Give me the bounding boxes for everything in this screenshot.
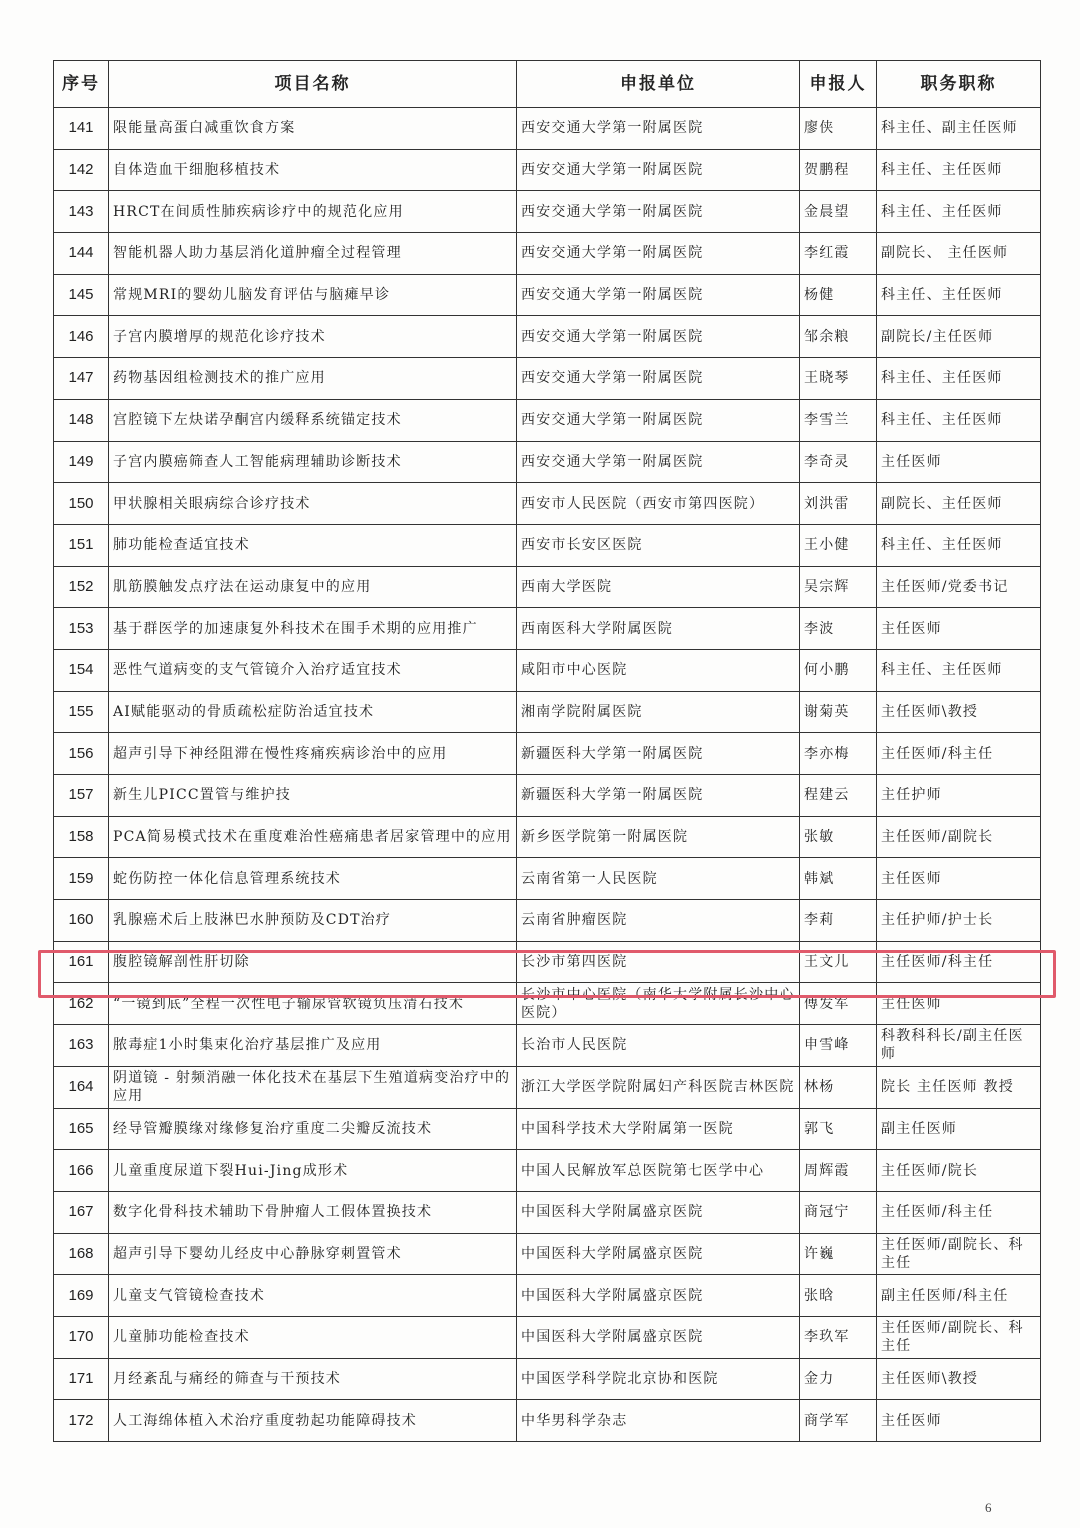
cell-project-name: 子宫内膜增厚的规范化诊疗技术 xyxy=(109,316,517,358)
header-project-name: 项目名称 xyxy=(109,61,517,108)
cell-applicant: 杨健 xyxy=(800,274,877,316)
cell-project-name: AI赋能驱动的骨质疏松症防治适宜技术 xyxy=(109,691,517,733)
cell-applicant: 金力 xyxy=(800,1358,877,1400)
table-row xyxy=(54,1400,1041,1442)
table-row xyxy=(54,1150,1041,1192)
cell-serial-number: 145 xyxy=(54,274,109,316)
cell-applicant-unit: 西安交通大学第一附属医院 xyxy=(517,399,800,441)
cell-serial-number: 166 xyxy=(54,1150,109,1192)
table-row xyxy=(54,1316,1041,1358)
cell-position-title: 主任医师/副院长、科主任 xyxy=(877,1233,1041,1275)
cell-applicant: 申雪峰 xyxy=(800,1025,877,1067)
cell-applicant-unit: 中国医科大学附属盛京医院 xyxy=(517,1233,800,1275)
table-row xyxy=(54,316,1041,358)
cell-position-title: 主任医师/科主任 xyxy=(877,941,1041,983)
cell-applicant-unit: 浙江大学医学院附属妇产科医院吉林医院 xyxy=(517,1066,800,1108)
cell-applicant: 张晗 xyxy=(800,1275,877,1317)
table-row xyxy=(54,399,1041,441)
cell-applicant-unit: 西安交通大学第一附属医院 xyxy=(517,316,800,358)
cell-applicant: 李雪兰 xyxy=(800,399,877,441)
cell-serial-number: 171 xyxy=(54,1358,109,1400)
cell-serial-number: 152 xyxy=(54,566,109,608)
cell-applicant-unit: 中华男科学杂志 xyxy=(517,1400,800,1442)
cell-project-name: 常规MRI的婴幼儿脑发育评估与脑瘫早诊 xyxy=(109,274,517,316)
cell-applicant-unit: 中国人民解放军总医院第七医学中心 xyxy=(517,1150,800,1192)
cell-serial-number: 168 xyxy=(54,1233,109,1275)
table-row xyxy=(54,941,1041,983)
cell-serial-number: 163 xyxy=(54,1025,109,1067)
cell-position-title: 副院长、 主任医师 xyxy=(877,233,1041,275)
header-applicant: 申报人 xyxy=(800,61,877,108)
cell-project-name: 儿童肺功能检查技术 xyxy=(109,1316,517,1358)
table-row xyxy=(54,1025,1041,1067)
cell-position-title: 主任医师\教授 xyxy=(877,691,1041,733)
table-row xyxy=(54,1066,1041,1108)
cell-applicant: 谢菊英 xyxy=(800,691,877,733)
cell-serial-number: 164 xyxy=(54,1066,109,1108)
cell-serial-number: 158 xyxy=(54,816,109,858)
cell-applicant-unit: 西南医科大学附属医院 xyxy=(517,608,800,650)
cell-applicant-unit: 中国医科大学附属盛京医院 xyxy=(517,1316,800,1358)
cell-applicant-unit: 西安交通大学第一附属医院 xyxy=(517,149,800,191)
cell-project-name: 脓毒症1小时集束化治疗基层推广及应用 xyxy=(109,1025,517,1067)
cell-position-title: 科主任、主任医师 xyxy=(877,149,1041,191)
table-row xyxy=(54,983,1041,1025)
table-row xyxy=(54,858,1041,900)
cell-position-title: 副院长/主任医师 xyxy=(877,316,1041,358)
cell-applicant: 李波 xyxy=(800,608,877,650)
cell-applicant-unit: 中国医科大学附属盛京医院 xyxy=(517,1191,800,1233)
cell-applicant: 商冠宁 xyxy=(800,1191,877,1233)
cell-serial-number: 151 xyxy=(54,524,109,566)
cell-applicant: 张敏 xyxy=(800,816,877,858)
cell-serial-number: 170 xyxy=(54,1316,109,1358)
cell-applicant-unit: 长沙市中心医院（南华大学附属长沙中心医院） xyxy=(517,983,800,1025)
cell-serial-number: 144 xyxy=(54,233,109,275)
cell-project-name: 数字化骨科技术辅助下骨肿瘤人工假体置换技术 xyxy=(109,1191,517,1233)
table-row xyxy=(54,649,1041,691)
table-header-row xyxy=(54,61,1041,108)
cell-applicant-unit: 长沙市第四医院 xyxy=(517,941,800,983)
cell-applicant-unit: 中国医学科学院北京协和医院 xyxy=(517,1358,800,1400)
cell-applicant: 商学军 xyxy=(800,1400,877,1442)
table-row xyxy=(54,1191,1041,1233)
table-row xyxy=(54,274,1041,316)
cell-project-name: 乳腺癌术后上肢淋巴水肿预防及CDT治疗 xyxy=(109,900,517,942)
cell-applicant: 王晓琴 xyxy=(800,358,877,400)
header-applicant-unit: 申报单位 xyxy=(517,61,800,108)
cell-project-name: 新生儿PICC置管与维护技 xyxy=(109,775,517,817)
page-number: 6 xyxy=(985,1500,992,1515)
cell-serial-number: 141 xyxy=(54,108,109,150)
cell-applicant-unit: 中国医科大学附属盛京医院 xyxy=(517,1275,800,1317)
table-row xyxy=(54,733,1041,775)
cell-position-title: 主任医师\教授 xyxy=(877,1358,1041,1400)
cell-applicant: 李亦梅 xyxy=(800,733,877,775)
cell-applicant-unit: 新乡医学院第一附属医院 xyxy=(517,816,800,858)
cell-position-title: 副主任医师 xyxy=(877,1108,1041,1150)
header-position-title: 职务职称 xyxy=(877,61,1041,108)
cell-position-title: 科主任、主任医师 xyxy=(877,274,1041,316)
table-row xyxy=(54,775,1041,817)
table-row xyxy=(54,524,1041,566)
table-body xyxy=(54,108,1041,1442)
cell-serial-number: 156 xyxy=(54,733,109,775)
cell-serial-number: 142 xyxy=(54,149,109,191)
cell-applicant-unit: 中国科学技术大学附属第一医院 xyxy=(517,1108,800,1150)
cell-serial-number: 143 xyxy=(54,191,109,233)
cell-position-title: 主任医师/科主任 xyxy=(877,733,1041,775)
cell-project-name: “一镜到底”全程一次性电子输尿管软镜负压清石技术 xyxy=(109,983,517,1025)
cell-position-title: 科主任、主任医师 xyxy=(877,191,1041,233)
cell-position-title: 主任护师 xyxy=(877,775,1041,817)
cell-project-name: 蛇伤防控一体化信息管理系统技术 xyxy=(109,858,517,900)
table-row xyxy=(54,900,1041,942)
cell-applicant: 周辉霞 xyxy=(800,1150,877,1192)
table-row xyxy=(54,483,1041,525)
cell-serial-number: 169 xyxy=(54,1275,109,1317)
header-serial-number: 序号 xyxy=(54,61,109,108)
cell-position-title: 主任医师/副院长 xyxy=(877,816,1041,858)
cell-applicant: 李奇灵 xyxy=(800,441,877,483)
cell-serial-number: 150 xyxy=(54,483,109,525)
cell-project-name: 甲状腺相关眼病综合诊疗技术 xyxy=(109,483,517,525)
cell-serial-number: 159 xyxy=(54,858,109,900)
cell-applicant-unit: 咸阳市中心医院 xyxy=(517,649,800,691)
table-row xyxy=(54,191,1041,233)
cell-serial-number: 160 xyxy=(54,900,109,942)
cell-position-title: 科主任、主任医师 xyxy=(877,524,1041,566)
cell-position-title: 副院长、主任医师 xyxy=(877,483,1041,525)
cell-applicant: 王文儿 xyxy=(800,941,877,983)
cell-serial-number: 157 xyxy=(54,775,109,817)
cell-position-title: 科教科科长/副主任医师 xyxy=(877,1025,1041,1067)
cell-applicant-unit: 西安交通大学第一附属医院 xyxy=(517,274,800,316)
cell-serial-number: 148 xyxy=(54,399,109,441)
cell-project-name: 儿童重度尿道下裂Hui-Jing成形术 xyxy=(109,1150,517,1192)
cell-project-name: 限能量高蛋白减重饮食方案 xyxy=(109,108,517,150)
cell-project-name: HRCT在间质性肺疾病诊疗中的规范化应用 xyxy=(109,191,517,233)
cell-applicant-unit: 云南省肿瘤医院 xyxy=(517,900,800,942)
cell-applicant-unit: 西安交通大学第一附属医院 xyxy=(517,358,800,400)
cell-serial-number: 146 xyxy=(54,316,109,358)
cell-project-name: 超声引导下婴幼儿经皮中心静脉穿刺置管术 xyxy=(109,1233,517,1275)
table-row xyxy=(54,1108,1041,1150)
table-row xyxy=(54,1358,1041,1400)
cell-project-name: 肺功能检查适宜技术 xyxy=(109,524,517,566)
cell-serial-number: 162 xyxy=(54,983,109,1025)
cell-position-title: 主任医师 xyxy=(877,858,1041,900)
cell-serial-number: 147 xyxy=(54,358,109,400)
cell-position-title: 主任医师 xyxy=(877,983,1041,1025)
cell-project-name: 儿童支气管镜检查技术 xyxy=(109,1275,517,1317)
cell-serial-number: 154 xyxy=(54,649,109,691)
cell-applicant: 邹余粮 xyxy=(800,316,877,358)
table-row xyxy=(54,608,1041,650)
cell-project-name: 超声引导下神经阻滞在慢性疼痛疾病诊治中的应用 xyxy=(109,733,517,775)
cell-position-title: 院长 主任医师 教授 xyxy=(877,1066,1041,1108)
cell-applicant: 程建云 xyxy=(800,775,877,817)
cell-project-name: 人工海绵体植入术治疗重度勃起功能障碍技术 xyxy=(109,1400,517,1442)
cell-applicant: 许巍 xyxy=(800,1233,877,1275)
cell-position-title: 主任医师/副院长、科主任 xyxy=(877,1316,1041,1358)
cell-serial-number: 149 xyxy=(54,441,109,483)
cell-project-name: 子宫内膜癌筛查人工智能病理辅助诊断技术 xyxy=(109,441,517,483)
cell-project-name: 宫腔镜下左炔诺孕酮宫内缓释系统锚定技术 xyxy=(109,399,517,441)
table-row xyxy=(54,1275,1041,1317)
cell-applicant-unit: 西安交通大学第一附属医院 xyxy=(517,108,800,150)
cell-position-title: 主任医师/院长 xyxy=(877,1150,1041,1192)
cell-applicant-unit: 西安交通大学第一附属医院 xyxy=(517,191,800,233)
cell-project-name: 恶性气道病变的支气管镜介入治疗适宜技术 xyxy=(109,649,517,691)
cell-position-title: 副主任医师/科主任 xyxy=(877,1275,1041,1317)
cell-serial-number: 155 xyxy=(54,691,109,733)
table-row xyxy=(54,816,1041,858)
cell-applicant-unit: 西安交通大学第一附属医院 xyxy=(517,441,800,483)
table-row xyxy=(54,566,1041,608)
cell-position-title: 主任医师 xyxy=(877,441,1041,483)
cell-position-title: 主任医师 xyxy=(877,1400,1041,1442)
cell-serial-number: 165 xyxy=(54,1108,109,1150)
cell-project-name: 肌筋膜触发点疗法在运动康复中的应用 xyxy=(109,566,517,608)
cell-serial-number: 161 xyxy=(54,941,109,983)
project-table xyxy=(53,60,1041,1442)
cell-applicant: 林杨 xyxy=(800,1066,877,1108)
cell-project-name: 月经紊乱与痛经的筛查与干预技术 xyxy=(109,1358,517,1400)
cell-applicant-unit: 新疆医科大学第一附属医院 xyxy=(517,775,800,817)
table-row xyxy=(54,691,1041,733)
cell-applicant: 贺鹏程 xyxy=(800,149,877,191)
cell-applicant-unit: 长治市人民医院 xyxy=(517,1025,800,1067)
cell-applicant-unit: 云南省第一人民医院 xyxy=(517,858,800,900)
cell-applicant: 韩斌 xyxy=(800,858,877,900)
cell-project-name: 经导管瓣膜缘对缘修复治疗重度二尖瓣反流技术 xyxy=(109,1108,517,1150)
cell-applicant-unit: 西安市人民医院（西安市第四医院） xyxy=(517,483,800,525)
table-row xyxy=(54,1233,1041,1275)
cell-applicant-unit: 西南大学医院 xyxy=(517,566,800,608)
table-row xyxy=(54,108,1041,150)
cell-position-title: 科主任、主任医师 xyxy=(877,399,1041,441)
cell-serial-number: 167 xyxy=(54,1191,109,1233)
cell-position-title: 科主任、主任医师 xyxy=(877,649,1041,691)
cell-applicant: 李玖军 xyxy=(800,1316,877,1358)
table-row xyxy=(54,149,1041,191)
cell-applicant-unit: 湘南学院附属医院 xyxy=(517,691,800,733)
cell-position-title: 科主任、主任医师 xyxy=(877,358,1041,400)
cell-project-name: 药物基因组检测技术的推广应用 xyxy=(109,358,517,400)
cell-serial-number: 172 xyxy=(54,1400,109,1442)
cell-position-title: 主任医师 xyxy=(877,608,1041,650)
cell-applicant: 李莉 xyxy=(800,900,877,942)
cell-position-title: 科主任、副主任医师 xyxy=(877,108,1041,150)
cell-project-name: 基于群医学的加速康复外科技术在围手术期的应用推广 xyxy=(109,608,517,650)
table-row xyxy=(54,441,1041,483)
cell-project-name: 阴道镜 - 射频消融一体化技术在基层下生殖道病变治疗中的应用 xyxy=(109,1066,517,1108)
cell-position-title: 主任医师/党委书记 xyxy=(877,566,1041,608)
cell-applicant: 李红霞 xyxy=(800,233,877,275)
cell-applicant-unit: 新疆医科大学第一附属医院 xyxy=(517,733,800,775)
cell-applicant: 王小健 xyxy=(800,524,877,566)
cell-applicant: 吴宗辉 xyxy=(800,566,877,608)
cell-serial-number: 153 xyxy=(54,608,109,650)
cell-applicant: 廖侠 xyxy=(800,108,877,150)
table-row xyxy=(54,233,1041,275)
table-row xyxy=(54,358,1041,400)
cell-position-title: 主任医师/科主任 xyxy=(877,1191,1041,1233)
cell-applicant-unit: 西安市长安区医院 xyxy=(517,524,800,566)
cell-position-title: 主任护师/护士长 xyxy=(877,900,1041,942)
cell-applicant: 何小鹏 xyxy=(800,649,877,691)
cell-project-name: 智能机器人助力基层消化道肿瘤全过程管理 xyxy=(109,233,517,275)
cell-applicant: 郭飞 xyxy=(800,1108,877,1150)
cell-applicant-unit: 西安交通大学第一附属医院 xyxy=(517,233,800,275)
cell-project-name: 自体造血干细胞移植技术 xyxy=(109,149,517,191)
cell-applicant: 金晨望 xyxy=(800,191,877,233)
cell-applicant: 傅发军 xyxy=(800,983,877,1025)
cell-project-name: PCA简易模式技术在重度难治性癌痛患者居家管理中的应用 xyxy=(109,816,517,858)
cell-project-name: 腹腔镜解剖性肝切除 xyxy=(109,941,517,983)
cell-applicant: 刘洪雷 xyxy=(800,483,877,525)
